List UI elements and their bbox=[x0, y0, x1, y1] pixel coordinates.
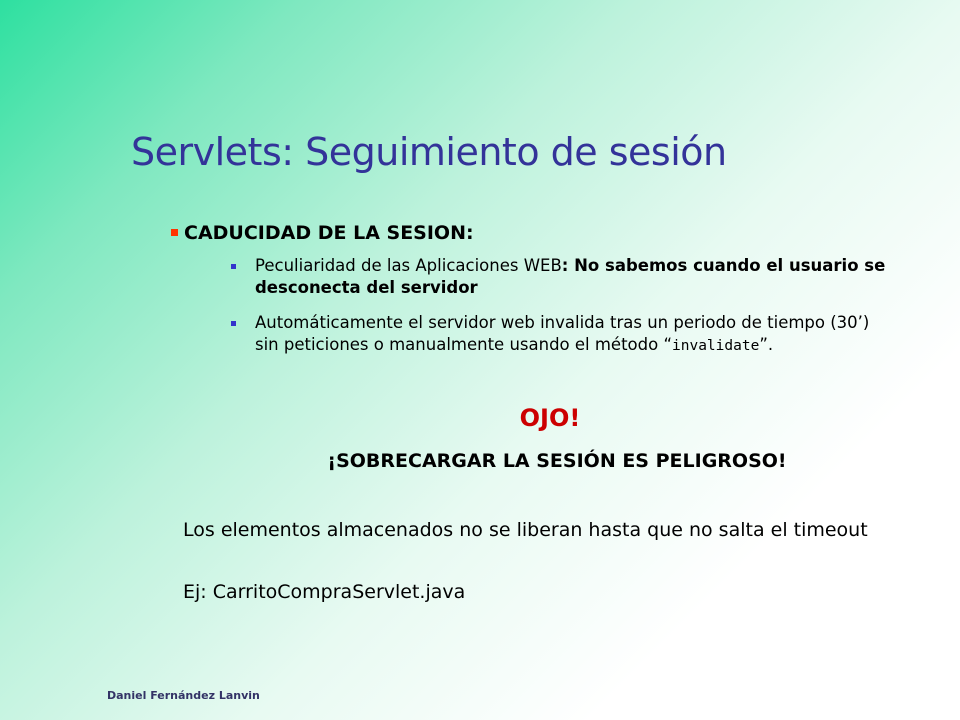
bullet-square-icon bbox=[171, 229, 178, 236]
bullet-square-icon bbox=[231, 321, 236, 326]
sub-bullet-1-plain: Peculiaridad de las Aplicaciones WEB bbox=[255, 256, 562, 275]
sub-bullet-1 bbox=[255, 255, 895, 299]
bullet-square-icon bbox=[231, 264, 236, 269]
paragraph-example: Ej: CarritoCompraServlet.java bbox=[183, 581, 466, 603]
footer-author: Daniel Fernández Lanvin bbox=[107, 689, 260, 702]
sub-bullet-2-after: ”. bbox=[759, 335, 774, 354]
bullet-heading bbox=[184, 222, 474, 244]
slide-title: Servlets: Seguimiento de sesión bbox=[131, 130, 727, 174]
heading-text: CADUCIDAD DE LA SESION: bbox=[184, 222, 474, 244]
warning-title: OJO! bbox=[519, 404, 581, 432]
code-invalidate: invalidate bbox=[672, 338, 760, 354]
sub-bullet-2 bbox=[255, 312, 895, 357]
sub-bullet-2-before: Automáticamente el servidor web invalida tras un periodo de tiempo (30’) sin peticiones o manualmente usando el método “ bbox=[255, 313, 870, 354]
warning-text: ¡SOBRECARGAR LA SESIÓN ES PELIGROSO! bbox=[327, 450, 787, 472]
sub-bullet-1-bold: : No sabemos cuando el usuario se desconecta del servidor bbox=[255, 256, 886, 297]
paragraph-timeout: Los elementos almacenados no se liberan hasta que no salta el timeout bbox=[183, 519, 868, 541]
